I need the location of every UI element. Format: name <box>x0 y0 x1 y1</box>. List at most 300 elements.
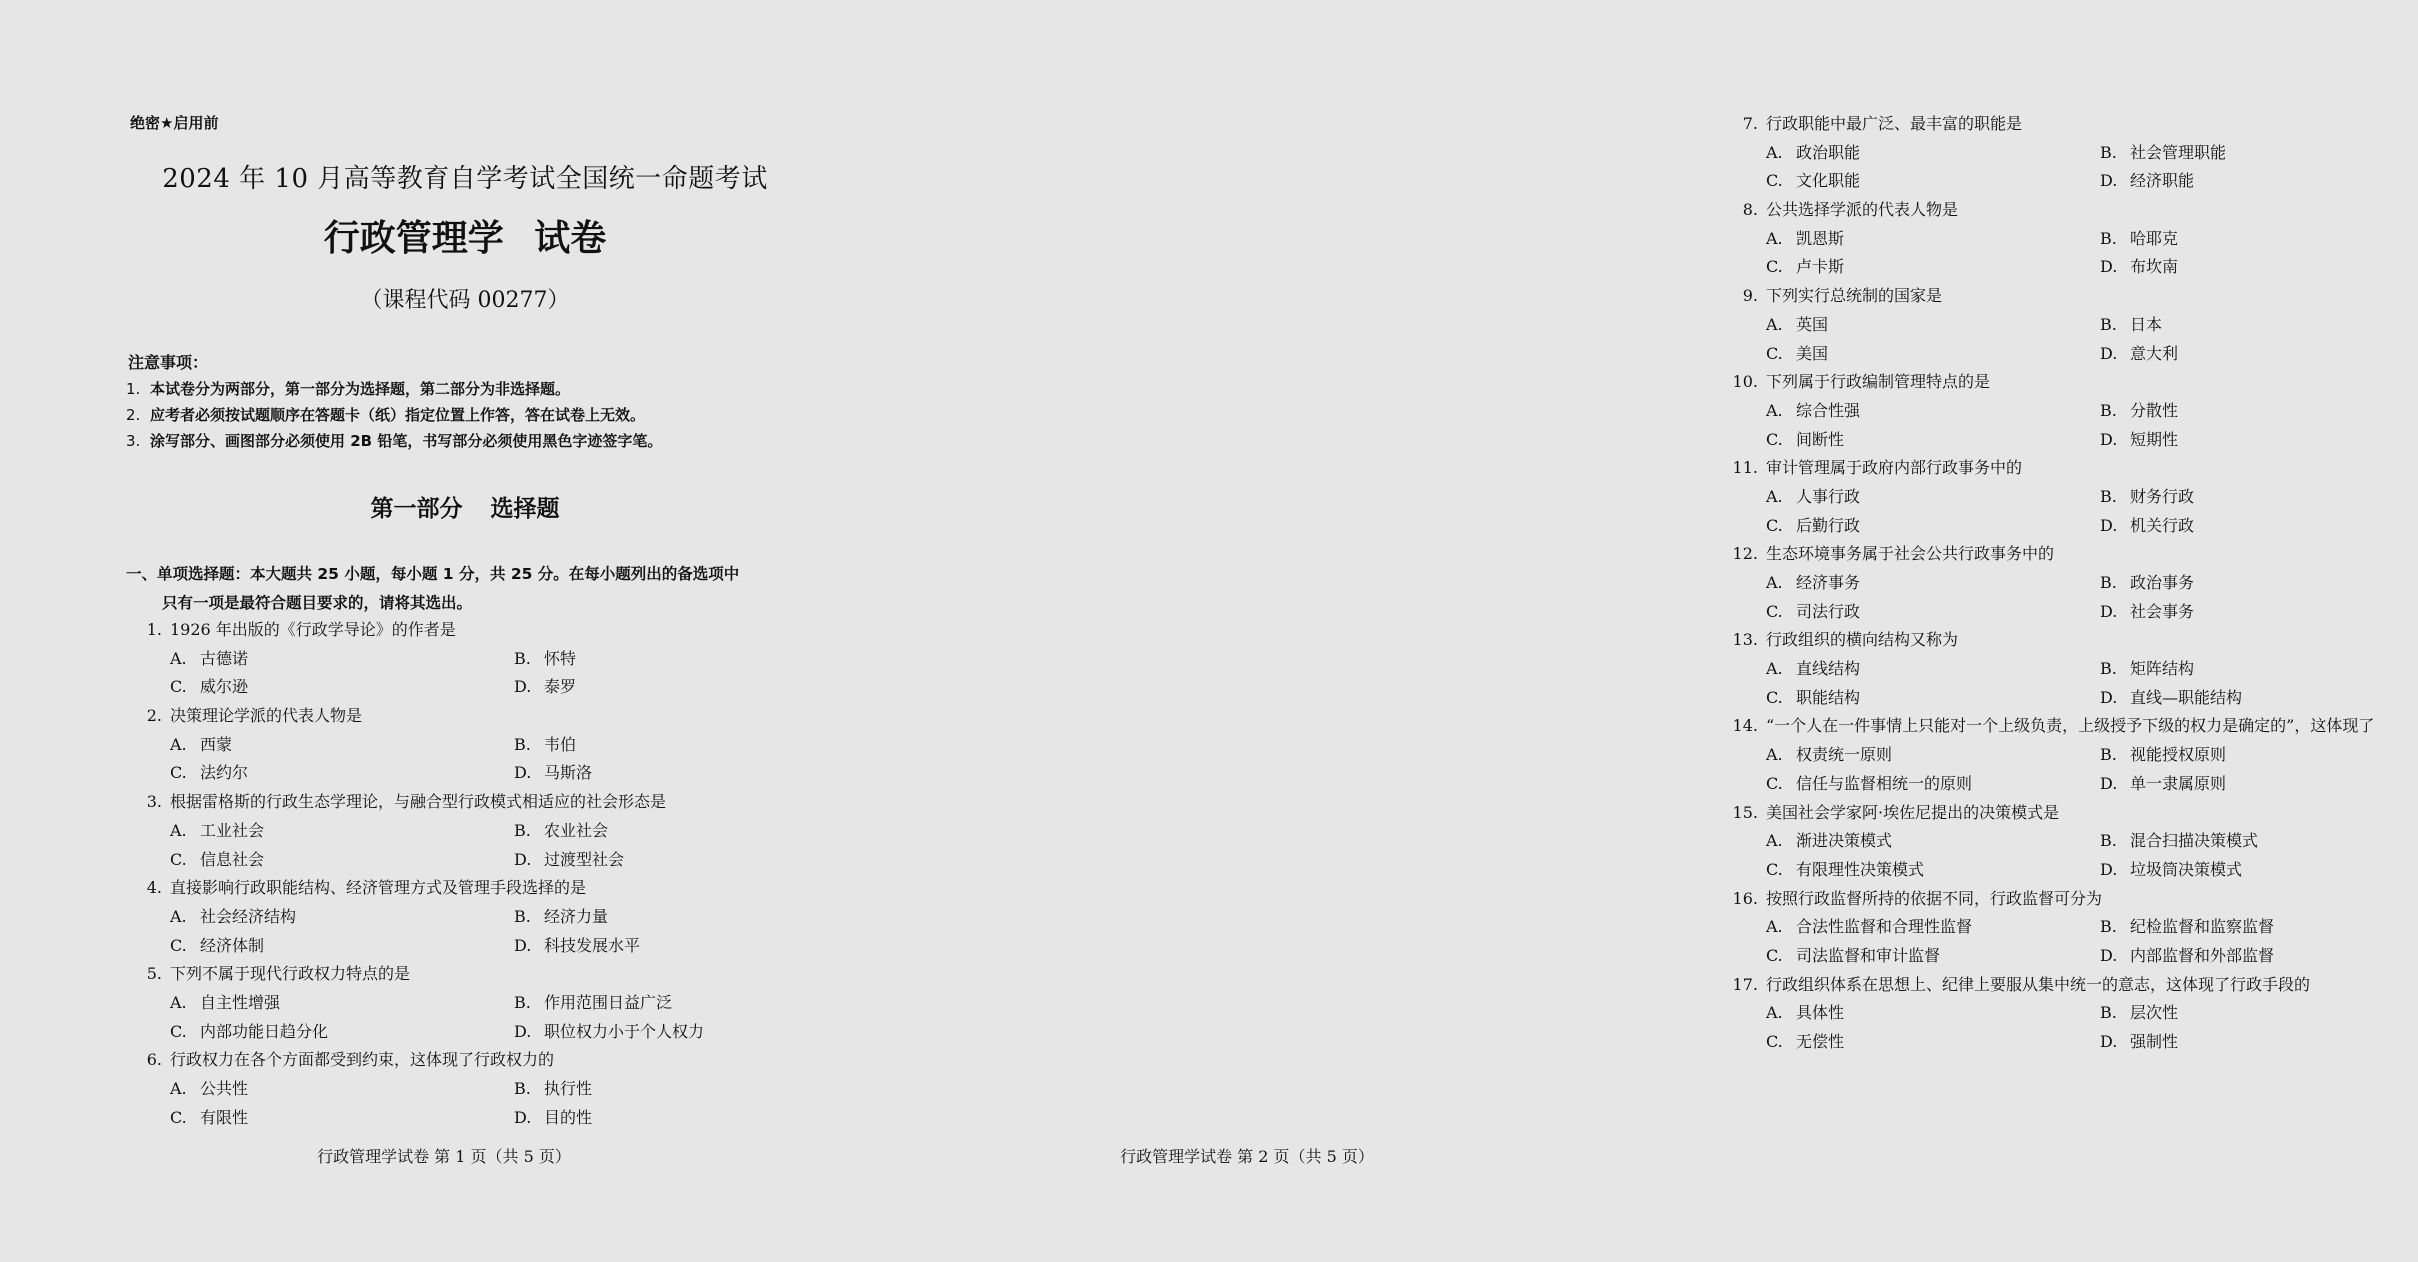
question-item <box>1728 196 2418 282</box>
question-stem <box>132 874 812 903</box>
answer-option <box>170 932 514 961</box>
option-text: 公共性 <box>200 1079 249 1098</box>
option-letter: B. <box>2100 228 2117 248</box>
page-footer: 行政管理学试卷 第 1 页（共 5 页） <box>317 1147 571 1166</box>
question-stem <box>1728 454 2418 483</box>
option-letter: B. <box>2100 573 2117 592</box>
option-text: 法约尔 <box>200 763 249 783</box>
option-text: 卢卡斯 <box>1796 257 1845 277</box>
question-text: 行政权力在各个方面都受到约束，这体现了行政权力的 <box>170 1050 555 1070</box>
question-stem <box>1728 368 2418 397</box>
question-item <box>132 874 812 960</box>
option-text: 强制性 <box>2130 1032 2179 1051</box>
option-letter: D. <box>2100 429 2118 449</box>
question-stem <box>132 1046 812 1075</box>
option-text: 社会管理职能 <box>2130 142 2227 162</box>
answer-option <box>170 1018 514 1047</box>
question-item <box>1728 368 2418 454</box>
option-letter: D. <box>2100 257 2118 277</box>
question-text: 审计管理属于政府内部行政事务中的 <box>1766 458 2023 478</box>
option-letter: D. <box>2100 171 2118 191</box>
option-letter: A. <box>1766 831 1783 851</box>
answer-option <box>514 731 812 760</box>
question-text: 下列不属于现代行政权力特点的是 <box>170 964 411 984</box>
question-stem <box>1728 196 2418 225</box>
option-group <box>1728 999 2418 1056</box>
option-letter: C. <box>170 1021 187 1041</box>
option-letter: A. <box>1766 142 1783 162</box>
answer-option <box>2100 569 2418 598</box>
question-number: 7. <box>1742 114 1758 133</box>
option-text: 农业社会 <box>544 820 609 840</box>
option-group <box>1728 483 2418 540</box>
option-letter: D. <box>514 935 532 955</box>
option-letter: C. <box>170 849 187 869</box>
option-text: 泰罗 <box>544 677 577 697</box>
question-item <box>132 960 812 1046</box>
option-letter: C. <box>1766 343 1783 363</box>
option-group <box>1728 741 2418 798</box>
question-stem <box>1728 885 2418 914</box>
option-letter: B. <box>2100 314 2117 334</box>
option-text: 直线—职能结构 <box>2130 687 2243 707</box>
answer-option <box>170 731 514 760</box>
answer-option <box>1766 913 2100 942</box>
question-item <box>132 1046 812 1132</box>
answer-option <box>1766 684 2100 713</box>
option-letter: D. <box>2100 859 2118 879</box>
answer-option <box>1766 827 2100 856</box>
option-text: 司法行政 <box>1796 601 1861 621</box>
question-text: 按照行政监督所持的依据不同，行政监督可分为 <box>1766 888 2103 908</box>
option-text: 有限理性决策模式 <box>1796 859 1925 879</box>
option-text: 威尔逊 <box>200 677 249 697</box>
answer-option <box>170 989 514 1018</box>
answer-option <box>514 645 812 674</box>
option-text: 直线结构 <box>1796 659 1861 679</box>
option-letter: A. <box>1766 400 1783 420</box>
answer-option <box>514 673 812 702</box>
option-text: 英国 <box>1796 314 1829 334</box>
option-text: 后勤行政 <box>1796 515 1861 535</box>
answer-option <box>2100 856 2418 885</box>
option-letter: A. <box>1766 228 1783 248</box>
option-text: 有限性 <box>200 1107 249 1127</box>
option-text: 短期性 <box>2130 429 2179 449</box>
option-text: 职位权力小于个人权力 <box>544 1021 705 1041</box>
answer-option <box>514 932 812 961</box>
answer-option <box>514 1075 812 1104</box>
question-stem <box>1728 799 2418 828</box>
answer-option <box>1766 942 2100 971</box>
option-letter: B. <box>514 906 531 926</box>
answer-option <box>170 846 514 875</box>
option-text: 政治职能 <box>1796 142 1861 162</box>
page-footer: 行政管理学试卷 第 2 页（共 5 页） <box>1120 1147 1374 1166</box>
option-group <box>1728 139 2418 196</box>
option-letter: A. <box>1766 659 1783 679</box>
option-text: 经济事务 <box>1796 573 1861 592</box>
option-text: 人事行政 <box>1796 486 1861 506</box>
notes-heading: 注意事项： <box>128 353 209 372</box>
option-letter: A. <box>1766 573 1783 592</box>
option-group <box>132 1075 812 1132</box>
answer-option <box>2100 167 2418 196</box>
option-text: 过渡型社会 <box>544 849 625 869</box>
option-group <box>132 817 812 874</box>
question-stem <box>1728 626 2418 655</box>
question-item <box>132 788 812 874</box>
option-letter: C. <box>170 1107 187 1127</box>
option-letter: B. <box>514 648 531 668</box>
option-text: 单一隶属原则 <box>2130 773 2227 793</box>
question-text: 直接影响行政职能结构、经济管理方式及管理手段选择的是 <box>170 878 587 898</box>
option-text: 分散性 <box>2130 400 2179 420</box>
option-letter: C. <box>1766 515 1783 535</box>
option-letter: D. <box>2100 343 2118 363</box>
answer-option <box>514 989 812 1018</box>
option-letter: C. <box>1766 687 1783 707</box>
option-text: 布坎南 <box>2130 257 2179 277</box>
question-text: 1926 年出版的《行政学导论》的作者是 <box>170 620 456 639</box>
question-stem <box>1728 971 2418 1000</box>
answer-option <box>1766 512 2100 541</box>
question-text: 决策理论学派的代表人物是 <box>170 706 363 726</box>
answer-option <box>514 817 812 846</box>
option-group <box>1728 827 2418 884</box>
answer-option <box>2100 684 2418 713</box>
question-number: 13. <box>1732 630 1758 650</box>
part-title: 第一部分 选择题 <box>370 496 560 522</box>
question-stem <box>1728 282 2418 311</box>
option-text: 具体性 <box>1796 1003 1845 1023</box>
note-item <box>126 402 806 428</box>
answer-option <box>1766 569 2100 598</box>
answer-option <box>170 1075 514 1104</box>
option-text: 经济职能 <box>2130 171 2195 191</box>
answer-option <box>2100 253 2418 282</box>
option-letter: A. <box>170 734 187 754</box>
option-text: 信任与监督相统一的原则 <box>1796 773 1973 793</box>
question-stem <box>132 960 812 989</box>
option-letter: B. <box>2100 400 2117 420</box>
option-text: 美国 <box>1796 343 1829 363</box>
note-number: 2. <box>126 406 141 424</box>
note-text: 本试卷分为两部分，第一部分为选择题，第二部分为非选择题。 <box>150 380 571 398</box>
answer-option <box>1766 139 2100 168</box>
question-item <box>132 616 812 702</box>
question-text: 美国社会学家阿·埃佐尼提出的决策模式是 <box>1766 802 2060 822</box>
question-text: 公共选择学派的代表人物是 <box>1766 200 1959 220</box>
answer-option <box>2100 340 2418 369</box>
answer-option <box>2100 139 2418 168</box>
question-list-left <box>132 616 812 1132</box>
option-letter: D. <box>2100 1032 2118 1051</box>
option-text: 混合扫描决策模式 <box>2130 831 2259 851</box>
question-item <box>1728 626 2418 712</box>
answer-option <box>514 759 812 788</box>
option-letter: A. <box>170 648 187 668</box>
answer-option <box>2100 770 2418 799</box>
option-text: 纪检监督和监察监督 <box>2130 917 2275 937</box>
option-text: 司法监督和审计监督 <box>1796 945 1941 965</box>
option-text: 矩阵结构 <box>2130 659 2195 679</box>
section-instructions <box>126 560 816 618</box>
note-text: 涂写部分、画图部分必须使用 2B 铅笔，书写部分必须使用黑色字迹签字笔。 <box>150 432 663 450</box>
option-group <box>1728 225 2418 282</box>
question-stem <box>1728 110 2418 139</box>
option-text: 垃圾筒决策模式 <box>2130 859 2243 879</box>
answer-option <box>1766 770 2100 799</box>
exam-page-2 <box>828 0 2375 1262</box>
option-letter: B. <box>2100 745 2117 765</box>
option-letter: A. <box>1766 1003 1783 1023</box>
answer-option <box>170 645 514 674</box>
exam-title: 2024 年 10 月高等教育自学考试全国统一命题考试 <box>162 164 768 194</box>
option-group <box>1728 655 2418 712</box>
option-group <box>1728 569 2418 626</box>
option-text: 政治事务 <box>2130 573 2195 592</box>
option-letter: D. <box>514 763 532 783</box>
answer-option <box>1766 999 2100 1028</box>
answer-option <box>1766 856 2100 885</box>
answer-option <box>2100 598 2418 627</box>
option-text: 综合性强 <box>1796 400 1861 420</box>
answer-option <box>2100 483 2418 512</box>
option-letter: D. <box>514 1107 532 1127</box>
answer-option <box>2100 827 2418 856</box>
option-letter: A. <box>170 906 187 926</box>
option-letter: D. <box>514 849 532 869</box>
option-text: 工业社会 <box>200 820 265 840</box>
option-text: 韦伯 <box>544 734 577 754</box>
option-letter: B. <box>514 992 531 1012</box>
question-item <box>1728 540 2418 626</box>
option-letter: B. <box>2100 1003 2117 1023</box>
option-letter: A. <box>170 1079 187 1098</box>
option-group <box>1728 397 2418 454</box>
option-text: 无偿性 <box>1796 1032 1845 1051</box>
question-number: 2. <box>146 706 162 726</box>
answer-option <box>514 1104 812 1133</box>
option-group <box>132 989 812 1046</box>
option-letter: B. <box>514 734 531 754</box>
option-letter: D. <box>2100 515 2118 535</box>
note-item <box>126 376 806 402</box>
option-text: 马斯洛 <box>544 763 593 783</box>
option-letter: C. <box>1766 257 1783 277</box>
note-item <box>126 428 806 454</box>
question-item <box>1728 971 2418 1057</box>
question-item <box>1728 110 2418 196</box>
option-text: 西蒙 <box>200 734 233 754</box>
note-number: 1. <box>126 380 141 398</box>
option-text: 财务行政 <box>2130 486 2195 506</box>
option-text: 机关行政 <box>2130 515 2195 535</box>
option-letter: C. <box>1766 859 1783 879</box>
answer-option <box>2100 512 2418 541</box>
answer-option <box>1766 483 2100 512</box>
answer-option <box>2100 999 2418 1028</box>
question-text: 行政组织的横向结构又称为 <box>1766 630 1959 650</box>
answer-option <box>170 903 514 932</box>
question-text: 下列属于行政编制管理特点的是 <box>1766 372 1991 392</box>
option-letter: A. <box>170 820 187 840</box>
option-text: 权责统一原则 <box>1796 745 1893 765</box>
question-text: 根据雷格斯的行政生态学理论，与融合型行政模式相适应的社会形态是 <box>170 792 667 812</box>
option-letter: D. <box>514 677 532 697</box>
question-number: 14. <box>1732 716 1758 736</box>
option-text: 文化职能 <box>1796 171 1861 191</box>
option-group <box>1728 913 2418 970</box>
option-text: 怀特 <box>544 648 577 668</box>
answer-option <box>1766 167 2100 196</box>
answer-option <box>1766 741 2100 770</box>
question-item <box>1728 799 2418 885</box>
option-letter: A. <box>1766 745 1783 765</box>
answer-option <box>514 1018 812 1047</box>
question-item <box>1728 712 2418 798</box>
question-item <box>132 702 812 788</box>
option-text: 社会经济结构 <box>200 906 297 926</box>
question-item <box>1728 454 2418 540</box>
question-number: 10. <box>1732 372 1758 392</box>
answer-option <box>2100 655 2418 684</box>
option-text: 视能授权原则 <box>2130 745 2227 765</box>
answer-option <box>1766 397 2100 426</box>
answer-option <box>1766 340 2100 369</box>
answer-option <box>1766 598 2100 627</box>
course-code: （课程代码 00277） <box>360 288 570 313</box>
notes-list <box>126 376 806 454</box>
question-item <box>1728 282 2418 368</box>
answer-option <box>2100 397 2418 426</box>
option-letter: C. <box>1766 773 1783 793</box>
option-letter: C. <box>1766 1032 1783 1051</box>
option-letter: C. <box>170 763 187 783</box>
question-item <box>1728 885 2418 971</box>
option-text: 层次性 <box>2130 1003 2179 1023</box>
question-number: 11. <box>1732 458 1758 478</box>
answer-option <box>1766 253 2100 282</box>
option-letter: D. <box>2100 601 2118 621</box>
question-number: 15. <box>1732 802 1758 822</box>
answer-option <box>170 759 514 788</box>
question-number: 6. <box>146 1050 162 1070</box>
question-stem <box>1728 712 2418 741</box>
option-letter: A. <box>1766 486 1783 506</box>
question-number: 5. <box>146 964 162 984</box>
option-group <box>132 645 812 702</box>
answer-option <box>2100 311 2418 340</box>
option-text: 职能结构 <box>1796 687 1861 707</box>
question-text: 生态环境事务属于社会公共行政事务中的 <box>1766 544 2055 564</box>
answer-option <box>1766 225 2100 254</box>
option-group <box>132 731 812 788</box>
option-letter: A. <box>1766 917 1783 937</box>
option-letter: A. <box>170 992 187 1012</box>
option-letter: C. <box>1766 601 1783 621</box>
option-text: 经济力量 <box>544 906 609 926</box>
question-stem <box>1728 540 2418 569</box>
answer-option <box>170 1104 514 1133</box>
option-letter: A. <box>1766 314 1783 334</box>
option-letter: D. <box>2100 945 2118 965</box>
answer-option <box>170 673 514 702</box>
option-letter: B. <box>2100 142 2117 162</box>
answer-option <box>514 846 812 875</box>
question-stem <box>132 788 812 817</box>
option-text: 哈耶克 <box>2130 228 2179 248</box>
option-text: 凯恩斯 <box>1796 228 1845 248</box>
answer-option <box>2100 225 2418 254</box>
answer-option <box>1766 655 2100 684</box>
option-letter: C. <box>1766 429 1783 449</box>
option-text: 日本 <box>2130 314 2163 334</box>
option-letter: B. <box>2100 486 2117 506</box>
section-instructions-line-1: 一、单项选择题：本大题共 25 小题，每小题 1 分，共 25 分。在每小题列出的备选项中 <box>126 565 740 583</box>
answer-option <box>514 903 812 932</box>
option-letter: D. <box>2100 773 2118 793</box>
question-stem <box>132 702 812 731</box>
option-text: 作用范围日益广泛 <box>544 992 673 1012</box>
note-number: 3. <box>126 432 141 450</box>
subject-title: 行政管理学 试卷 <box>323 218 607 259</box>
question-number: 3. <box>146 792 162 812</box>
question-number: 17. <box>1732 974 1758 994</box>
option-group <box>132 903 812 960</box>
option-text: 执行性 <box>544 1079 593 1098</box>
option-text: 目的性 <box>544 1107 593 1127</box>
answer-option <box>2100 1028 2418 1057</box>
option-text: 科技发展水平 <box>544 935 641 955</box>
option-text: 社会事务 <box>2130 601 2195 621</box>
answer-option <box>2100 741 2418 770</box>
option-letter: C. <box>1766 171 1783 191</box>
option-text: 内部功能日趋分化 <box>200 1021 329 1041</box>
question-number: 4. <box>146 878 162 898</box>
question-text: “一个人在一件事情上只能对一个上级负责，上级授予下级的权力是确定的”，这体现了 <box>1766 716 2375 736</box>
option-text: 渐进决策模式 <box>1796 831 1893 851</box>
answer-option <box>1766 1028 2100 1057</box>
option-text: 间断性 <box>1796 429 1845 449</box>
option-group <box>1728 311 2418 368</box>
option-text: 内部监督和外部监督 <box>2130 945 2275 965</box>
option-letter: B. <box>2100 831 2117 851</box>
question-list-right <box>1728 110 2418 1057</box>
option-text: 自主性增强 <box>200 992 281 1012</box>
option-letter: D. <box>2100 687 2118 707</box>
option-letter: D. <box>514 1021 532 1041</box>
option-text: 信息社会 <box>200 849 265 869</box>
answer-option <box>170 817 514 846</box>
question-number: 8. <box>1742 200 1758 220</box>
question-text: 行政职能中最广泛、最丰富的职能是 <box>1766 114 2023 133</box>
answer-option <box>2100 426 2418 455</box>
option-text: 古德诺 <box>200 648 249 668</box>
option-text: 意大利 <box>2130 343 2179 363</box>
answer-option <box>1766 311 2100 340</box>
confidential-label: 绝密★启用前 <box>130 114 219 132</box>
question-number: 1. <box>146 620 162 639</box>
answer-option <box>2100 913 2418 942</box>
question-number: 9. <box>1742 286 1758 306</box>
exam-page-1 <box>0 0 828 1262</box>
option-letter: B. <box>514 820 531 840</box>
question-number: 16. <box>1732 888 1758 908</box>
option-letter: C. <box>170 935 187 955</box>
question-number: 12. <box>1732 544 1758 564</box>
